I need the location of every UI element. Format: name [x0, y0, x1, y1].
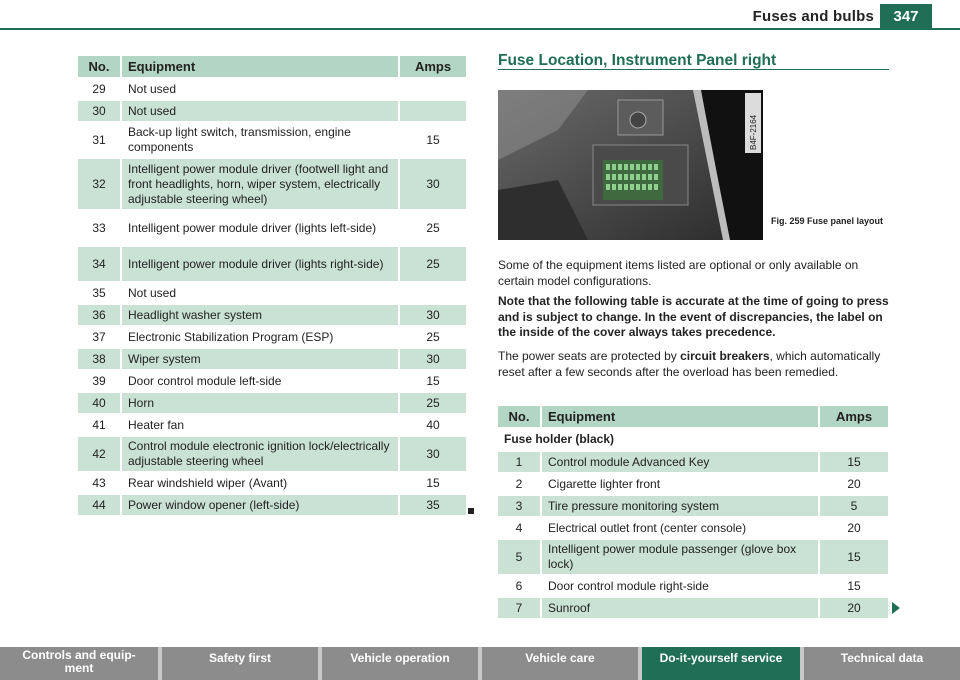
table-row — [78, 437, 466, 471]
fuse-amps: 5 — [820, 496, 888, 516]
col-header-amps: Amps — [820, 406, 888, 427]
fuse-number: 5 — [498, 540, 540, 574]
fuse-number: 6 — [498, 576, 540, 596]
col-header-no: No. — [498, 406, 540, 427]
fuse-amps: 15 — [820, 452, 888, 472]
table-row — [78, 415, 466, 435]
fuse-equipment: Wiper system — [120, 349, 400, 369]
footer-tab-2[interactable] — [162, 647, 318, 680]
table-row — [78, 79, 466, 99]
fuse-number: 1 — [498, 452, 540, 472]
footer-tab-1[interactable] — [0, 647, 158, 680]
fuse-equipment: Power window opener (left-side) — [120, 495, 400, 515]
fuse-number: 29 — [78, 79, 120, 99]
header-rule — [0, 28, 960, 30]
table-row — [78, 495, 466, 515]
circuit-breakers-text-b: , which automatically reset after a few seconds after the overload has been remedied. — [498, 349, 881, 379]
fuse-equipment: Control module electronic ignition lock/electrically adjustable steering wheel — [120, 437, 400, 471]
fuse-amps — [400, 283, 466, 303]
table-row — [78, 349, 466, 369]
fuse-amps: 35 — [400, 495, 466, 515]
fuse-amps: 30 — [400, 437, 466, 471]
fuse-equipment: Headlight washer system — [120, 305, 400, 325]
footer-tab-3[interactable] — [322, 647, 478, 680]
table-row — [498, 518, 888, 538]
section-title: Fuse Location, Instrument Panel right — [498, 52, 777, 69]
fuse-equipment: Intelligent power module driver (footwell light and front headlights, horn, wiper system, electrically adjustable steering wheel) — [120, 159, 400, 209]
col-header-equipment: Equipment — [540, 406, 820, 427]
section-end-mark — [468, 508, 474, 514]
fuse-amps: 25 — [400, 327, 466, 347]
table-row — [78, 159, 466, 209]
fuse-number: 43 — [78, 473, 120, 493]
fuse-amps: 30 — [400, 159, 466, 209]
fuse-equipment: Cigarette lighter front — [540, 474, 820, 494]
fuse-amps: 25 — [400, 211, 466, 245]
table-row — [498, 598, 888, 618]
col-header-amps: Amps — [400, 56, 466, 77]
fuse-amps — [400, 79, 466, 99]
fuse-number: 39 — [78, 371, 120, 391]
fuse-equipment: Tire pressure monitoring system — [540, 496, 820, 516]
fuse-amps: 25 — [400, 247, 466, 281]
fuse-equipment: Door control module left-side — [120, 371, 400, 391]
fuse-equipment: Not used — [120, 101, 400, 121]
table-row — [78, 305, 466, 325]
footer-tab-6[interactable] — [804, 647, 960, 680]
table-row — [78, 393, 466, 413]
fuse-amps: 40 — [400, 415, 466, 435]
fuse-equipment: Intelligent power module driver (lights left-side) — [120, 211, 400, 245]
fuse-amps — [400, 101, 466, 121]
fuse-number: 35 — [78, 283, 120, 303]
table-row — [78, 283, 466, 303]
fuse-number: 36 — [78, 305, 120, 325]
section-title-rule — [498, 69, 889, 70]
fuse-number: 42 — [78, 437, 120, 471]
table-row — [78, 327, 466, 347]
fuse-number: 40 — [78, 393, 120, 413]
table-row — [498, 540, 888, 574]
fuse-number: 3 — [498, 496, 540, 516]
col-header-no: No. — [78, 56, 120, 77]
fuse-number: 32 — [78, 159, 120, 209]
table-row — [498, 452, 888, 472]
footer-tab-label: Vehicle care — [525, 651, 595, 665]
fuse-equipment: Door control module right-side — [540, 576, 820, 596]
footer-tab-4[interactable] — [482, 647, 638, 680]
paragraph-circuit-breakers — [498, 349, 890, 380]
fuse-equipment: Horn — [120, 393, 400, 413]
fuse-number: 34 — [78, 247, 120, 281]
fuse-amps: 15 — [400, 473, 466, 493]
figure-code: B4F-2164 — [749, 114, 758, 150]
fuse-panel-figure — [498, 90, 763, 240]
page-number: 347 — [880, 4, 932, 29]
footer-tab-label-line2: ment — [64, 661, 94, 675]
footer-tab-label-line1: Controls and equip- — [22, 648, 136, 662]
col-header-equipment: Equipment — [120, 56, 400, 77]
table-row — [498, 474, 888, 494]
fuse-equipment: Heater fan — [120, 415, 400, 435]
table-row — [498, 496, 888, 516]
fuse-number: 4 — [498, 518, 540, 538]
continue-arrow-icon — [892, 602, 900, 614]
fuse-equipment: Back-up light switch, transmission, engine components — [120, 123, 400, 157]
fuse-equipment: Intelligent power module driver (lights right-side) — [120, 247, 400, 281]
table-row — [78, 473, 466, 493]
fuse-number: 7 — [498, 598, 540, 618]
table-row — [78, 101, 466, 121]
page-header-title: Fuses and bulbs — [752, 8, 874, 25]
fuse-number: 2 — [498, 474, 540, 494]
fuse-panel-illustration — [498, 90, 763, 240]
fuse-number: 41 — [78, 415, 120, 435]
table-row — [78, 123, 466, 157]
fuse-number: 31 — [78, 123, 120, 157]
fuse-table-left — [78, 54, 466, 517]
footer-tab-label: Do-it-yourself service — [659, 651, 783, 665]
fuse-equipment: Not used — [120, 283, 400, 303]
fuse-number: 44 — [78, 495, 120, 515]
fuse-amps: 20 — [820, 518, 888, 538]
fuse-amps: 15 — [820, 576, 888, 596]
fuse-equipment: Electrical outlet front (center console) — [540, 518, 820, 538]
footer-tab-label: Technical data — [840, 651, 924, 665]
table-row — [78, 247, 466, 281]
fuse-amps: 15 — [820, 540, 888, 574]
table-row — [78, 211, 466, 245]
fuse-table-right — [498, 404, 888, 620]
fuse-equipment: Rear windshield wiper (Avant) — [120, 473, 400, 493]
table-row — [498, 576, 888, 596]
fuse-equipment: Control module Advanced Key — [540, 452, 820, 472]
fuse-amps: 15 — [400, 123, 466, 157]
fuse-equipment: Not used — [120, 79, 400, 99]
fuse-equipment: Intelligent power module passenger (glove box lock) — [540, 540, 820, 574]
table-row — [78, 371, 466, 391]
fuse-holder-subheader: Fuse holder (black) — [498, 429, 888, 450]
fuse-amps: 25 — [400, 393, 466, 413]
fuse-number: 30 — [78, 101, 120, 121]
fuse-amps: 20 — [820, 598, 888, 618]
fuse-number: 37 — [78, 327, 120, 347]
fuse-number: 38 — [78, 349, 120, 369]
fuse-amps: 30 — [400, 349, 466, 369]
fuse-equipment: Sunroof — [540, 598, 820, 618]
figure-caption: Fig. 259 Fuse panel layout — [771, 216, 884, 226]
fuse-amps: 30 — [400, 305, 466, 325]
circuit-breakers-term: circuit breakers — [680, 349, 770, 363]
paragraph-accuracy-note: Note that the following table is accurate at the time of going to press and is subject to change. In the event of discrepancies, the label on the inside of the cover always takes precedence. — [498, 294, 889, 339]
footer-tab-5[interactable] — [642, 647, 800, 680]
fuse-equipment: Electronic Stabilization Program (ESP) — [120, 327, 400, 347]
paragraph-optional-equipment: Some of the equipment items listed are optional or only available on certain model configurations. — [498, 258, 859, 288]
footer-tab-label: Vehicle operation — [350, 651, 450, 665]
fuse-amps: 20 — [820, 474, 888, 494]
footer-tab-label: Safety first — [208, 651, 272, 665]
fuse-amps: 15 — [400, 371, 466, 391]
fuse-number: 33 — [78, 211, 120, 245]
circuit-breakers-text-a: The power seats are protected by — [498, 349, 681, 363]
